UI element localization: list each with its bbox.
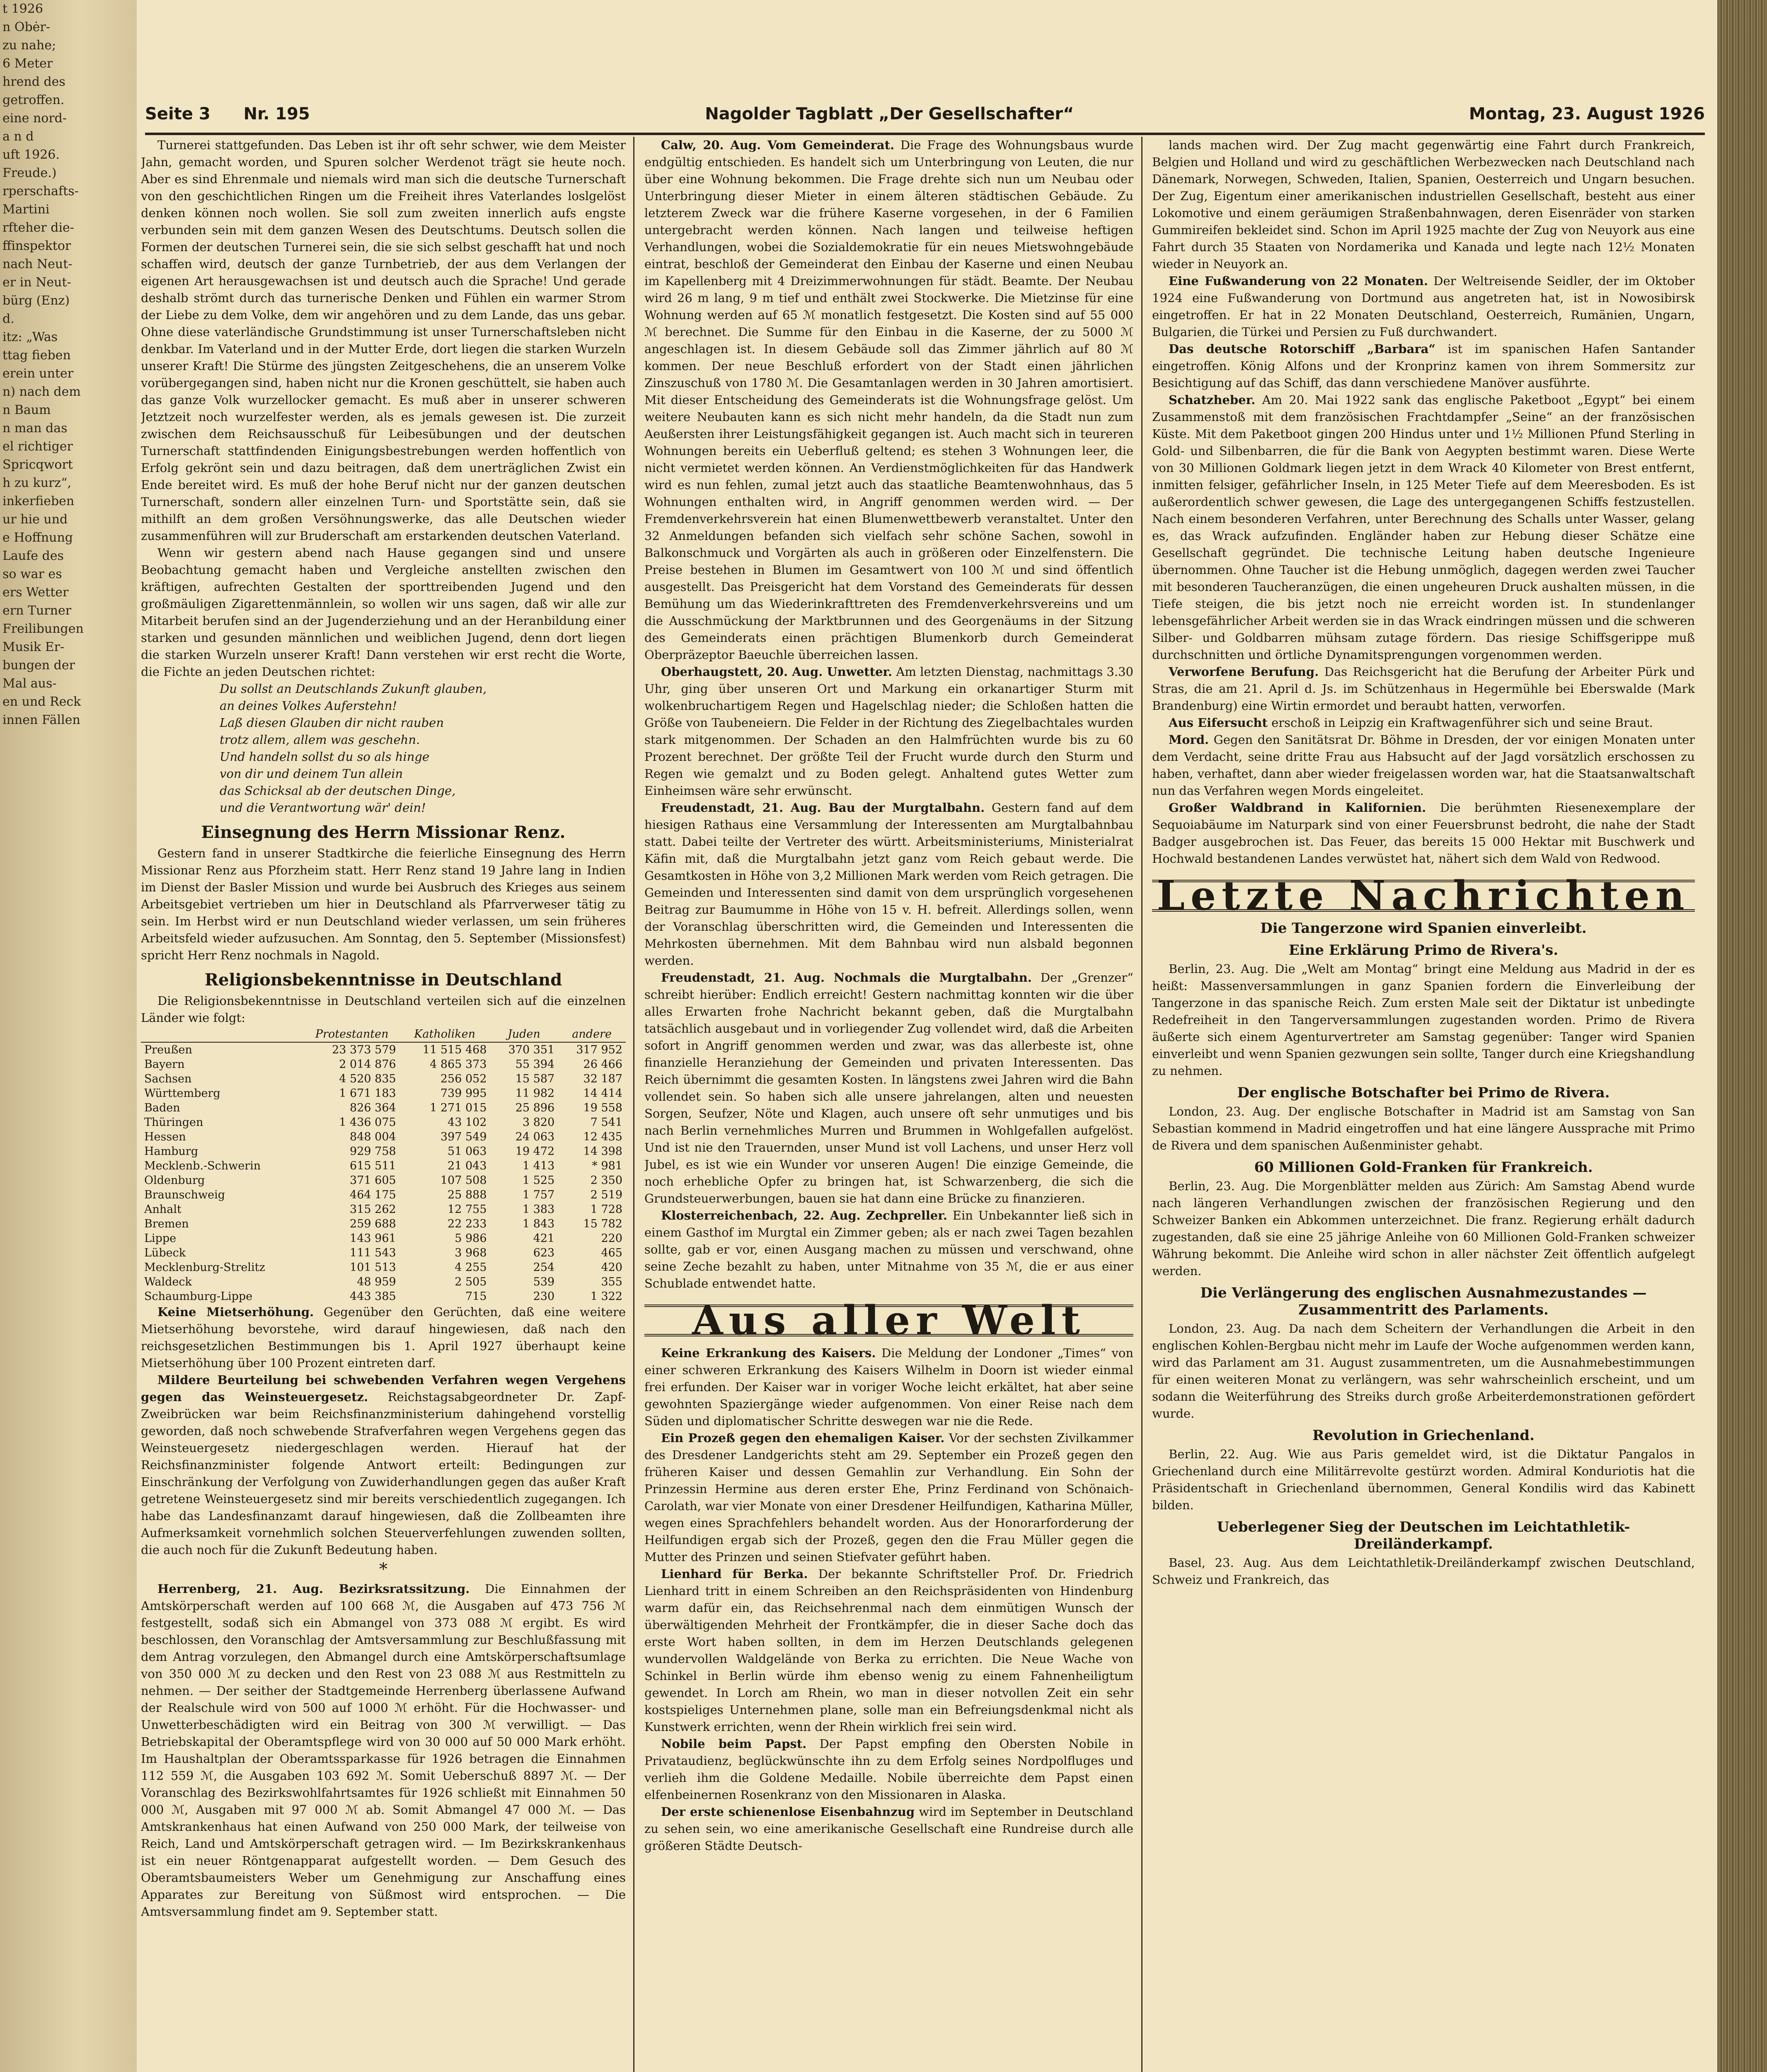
table-row [141, 1130, 626, 1144]
article-keyword: Oberhaugstett, 20. Aug. Unwetter. [661, 665, 893, 679]
table-header-row [141, 1026, 626, 1042]
table-cell: 107 508 [440, 1174, 487, 1187]
article-keyword: Der erste schienenlose Eisenbahnzug [661, 1805, 915, 1819]
article-keyword: Herrenberg, 21. Aug. Bezirksratssitzung. [157, 1582, 470, 1596]
article-text: Die Religionsbekenntnisse in Deutschland verteilen sich auf die einzelnen Länder wie folgt: [141, 994, 626, 1025]
article-text [141, 1304, 626, 1372]
issue-number: Nr. 195 [243, 104, 310, 123]
table-cell: 4 520 835 [339, 1072, 396, 1085]
margin-text-line: getroffen. [2, 93, 65, 107]
left-page-margin [0, 0, 137, 2072]
table-cell: 443 385 [350, 1290, 396, 1303]
article-text [644, 1207, 1133, 1292]
table-cell: 623 [533, 1247, 555, 1259]
table-cell: Württemberg [144, 1087, 220, 1100]
table-cell: Baden [144, 1101, 180, 1114]
article-body: erschoß in Leipzig ein Kraftwagenführer sich und seine Braut. [1267, 716, 1653, 730]
column-3 [1152, 137, 1695, 2072]
news-headline: Der englische Botschafter bei Primo de Rivera. [1237, 1084, 1610, 1101]
article-text [644, 663, 1133, 799]
table-cell: 2 519 [590, 1188, 622, 1201]
table-cell: 1 757 [522, 1188, 555, 1201]
article-body: Reichstagsabgeordneter Dr. Zapf-Zweibrücken war beim Reichsfinanzministerium dahingehend vorstellig geworden, daß noch schwebende Strafverfahren wegen Vergehens gegen das Weinsteuergesetz niedergeschlagen werden. Hierauf hat der Reichsfinanzminister folgende Antwort erteilt: Bedingungen zur Einschränkung der Verfolgung von Zuwiderhandlungen gegen das außer Kraft getretene Weinsteuergesetz sind mir bereits verschiedentlich zugegangen. Ich habe das Landesfinanzamt darauf hingewiesen, daß die Zollbeamten ihre Aufmerksamkeit vornehmlich solchen Steuerverfehlungen zuwenden sollten, die auch noch für die Zukunft Bedeutung haben. [141, 1390, 626, 1557]
article-text: Gestern fand in unserer Stadtkirche die feierliche Einsegnung des Herrn Missionar Renz aus Pforzheim statt. Herr Renz stand 19 Jahre lang in Indien im Dienst der Basler Mission und wurde bei Ausbruch des Krieges aus seinem Arbeitsgebiet vertrieben um hier in Deutschland als Pfarrverweser tätig zu sein. Im Herbst wird er nun Deutschland wieder verlassen, um sein früheres Arbeitsfeld wieder aufzusuchen. Am Sonntag, den 5. September (Missionsfest) spricht Herr Renz nochmals in Nagold. [141, 846, 626, 962]
margin-text-line: hrend des [2, 75, 65, 89]
newspaper-page [137, 0, 1717, 2072]
section-heading: Einsegnung des Herrn Missionar Renz. [201, 823, 566, 842]
article-keyword: Mord. [1169, 733, 1209, 747]
article-text: Basel, 23. Aug. Aus dem Leichtathletik-Dreiländerkampf zwischen Deutschland, Schweiz und Frankreich, das [1152, 1556, 1695, 1587]
column-header: Protestanten [305, 1026, 399, 1042]
article-text [644, 137, 1133, 663]
article-keyword: Schatzheber. [1169, 393, 1256, 407]
margin-text-line: nach Neut- [2, 257, 73, 271]
table-cell: 55 394 [515, 1058, 555, 1071]
table-cell: 715 [465, 1290, 487, 1303]
article-text [141, 1372, 626, 1559]
table-cell: 32 187 [583, 1072, 622, 1085]
margin-text-line: Mal aus- [2, 676, 57, 691]
table-row [141, 1101, 626, 1115]
margin-text-line: ers Wetter [2, 585, 69, 600]
margin-text-line: en und Reck [2, 695, 81, 709]
margin-text-line: Freilibungen [2, 622, 84, 636]
table-cell: 23 373 579 [332, 1043, 396, 1056]
table-row [141, 1115, 626, 1130]
table-row [141, 1246, 626, 1260]
margin-text-line: 6 Meter [2, 56, 53, 71]
poem-line: an deines Volkes Auferstehn! [220, 699, 397, 713]
margin-text-line: ern Turner [2, 603, 72, 618]
table-cell: 256 052 [440, 1072, 487, 1085]
article-keyword: Keine Erkrankung des Kaisers. [661, 1346, 876, 1360]
table-row [141, 1057, 626, 1072]
article-keyword: Klosterreichenbach, 22. Aug. Zechpreller. [661, 1208, 947, 1222]
table-cell: Sachsen [144, 1072, 192, 1085]
article-keyword: Großer Waldbrand in Kalifornien. [1169, 801, 1426, 815]
table-cell: Oldenburg [144, 1174, 205, 1187]
poem-line: von dir und deinem Tun allein [220, 767, 403, 781]
margin-text-line: el richtiger [2, 439, 73, 454]
table-cell: 370 351 [508, 1043, 555, 1056]
news-headline: Revolution in Griechenland. [1312, 1427, 1535, 1444]
article-text: Berlin, 23. Aug. Die „Welt am Montag“ bringt eine Meldung aus Madrid in der es heißt: Massenversammlungen in ganz Spanien fordern die Einverleibung der Tangerzone in das spanische Reich. Zum ersten Male seit der Diktatur ist unbedingte Redefreiheit in den Tangerversammlungen zugestanden worden. Primo de Rivera äußerte sich einem Agenturvertreter am Samstag gegenüber: Tanger wird Spanien einverleibt und wenn Spanien gezwungen sein sollte, Tanger durch eine Kriegshandlung zu nehmen. [1152, 962, 1695, 1078]
article-keyword: Eine Fußwanderung von 22 Monaten. [1169, 274, 1428, 288]
poem-line: Und handeln sollst du so als hinge [220, 750, 430, 764]
table-cell: Bayern [144, 1058, 185, 1071]
news-headline: Die Verlängerung des englischen Ausnahmezustandes — Zusammentritt des Parlaments. [1200, 1285, 1647, 1318]
column-header: andere [558, 1026, 626, 1042]
table-cell: 4 865 373 [430, 1058, 487, 1071]
article-text [1152, 799, 1695, 867]
table-row [141, 1188, 626, 1202]
margin-text-line: Freude.) [2, 166, 57, 180]
margin-text-line: eine nord- [2, 111, 67, 126]
table-cell: Hamburg [144, 1145, 198, 1158]
article-keyword: Lienhard für Berka. [661, 1567, 808, 1581]
table-cell: Waldeck [144, 1276, 192, 1288]
table-cell: 539 [533, 1276, 555, 1288]
article-body: Ein Unbekannter ließ sich in einem Gasthof im Murgtal ein Zimmer geben; als er nach zwei Tagen bezahlen sollte, gab er vor, einen Ausgang machen zu müssen und verschwand, ohne seine Zeche bezahlt zu haben, unter Mitnahme von 35 ℳ, die er aus einer Schublade entwendet hatte. [644, 1208, 1133, 1290]
margin-text-line: ur hie und [2, 512, 68, 527]
table-cell: 19 558 [583, 1101, 622, 1114]
article-body: Gestern fand auf dem hiesigen Rathaus eine Versammlung der Interessenten am Murgtalbahnbau statt. Dabei teilte der Vertreter des württ. Arbeitsministeriums, Ministerialrat Käfin mit, daß die Murgtalbahn jetzt ganz vom Reich gebaut werde. Die Gesamtkosten in Höhe von 3,2 Millionen Mark werden vom Reich getragen. Die Gemeinden und Interessenten sind damit von dem ursprünglich vorgesehenen Beitrag zur Baumumme in Höhe von 15 v. H. befreit. Allerdings sollen, wenn der Voranschlag überschritten wird, die Gemeinden und Interessenten die Mehrkosten übernehmen. Mit dem Bahnbau wird nun alsbald begonnen werden. [644, 801, 1133, 968]
table-cell: 259 688 [350, 1218, 396, 1230]
table-cell: 2 505 [455, 1276, 487, 1288]
margin-text-line: n man das [2, 421, 68, 436]
article-text [1152, 714, 1695, 731]
table-cell: 7 541 [590, 1116, 622, 1129]
margin-text-line: n Baum [2, 403, 51, 417]
article-text: Wenn wir gestern abend nach Hause gegangen sind und unsere Beobachtung gemacht haben und Vergleiche anstellten zwischen den kräftigen, aufrechten Gestalten der sporttreibenden Jugend und den großmäuligen Zigarettenmännlein, so wollen wir uns sagen, daß wir alle zur Mitarbeit berufen sind an der Jugenderziehung und an der Heranbildung einer starken und gesunden männlichen und weiblichen Jugend, denn dort liegen die starken Wurzeln unserer Kraft! Dann verstehen wir erst recht die Worte, die Fichte an jeden Deutschen richtet: [141, 546, 626, 679]
article-body: Der Weltreisende Seidler, der im Oktober 1924 eine Fußwanderung von Dortmund aus angetreten hat, ist in Nowosibirsk eingetroffen. Er hat in 22 Monaten Deutschland, Oesterreich, Rumänien, Ungarn, Bulgarien, die Türkei und Persien zu Fuß durchwandert. [1152, 274, 1695, 339]
article-text [1152, 392, 1695, 663]
table-cell: 826 364 [350, 1101, 396, 1114]
section-heading: Religionsbekenntnisse in Deutschland [204, 970, 562, 990]
table-cell: 1 843 [522, 1218, 555, 1230]
book-binding [1717, 0, 1767, 2072]
table-cell: 220 [601, 1232, 622, 1245]
news-headline: 60 Millionen Gold-Franken für Frankreich. [1254, 1159, 1593, 1176]
table-cell: 1 525 [522, 1174, 555, 1187]
article-text: lands machen wird. Der Zug macht gegenwärtig eine Fahrt durch Frankreich, Belgien und Holland und wird zu geschäftlichen Werbezwecken nach Deutschland nach Dänemark, Norwegen, Schweden, Italien, Spanien, Oesterreich und Ungarn besuchen. Der Zug, Eigentum einer amerikanischen industriellen Gesellschaft, besteht aus einer Lokomotive und einem geräumigen Straßenbahnwagen, deren Eisenräder von starken Gummireifen bekleidet sind. Schon im April 1925 machte der Zug von Neuyork aus eine Fahrt durch 35 Staaten von Nordamerika und Kanada und legte nach 12½ Monaten wieder in Neuyork an. [1152, 138, 1695, 271]
article-text [1152, 663, 1695, 714]
margin-text-line: inkerfieben [2, 494, 75, 508]
table-cell: Bremen [144, 1218, 189, 1230]
article-text: Berlin, 23. Aug. Die Morgenblätter melden aus Zürich: Am Samstag Abend wurde nach längeren Verhandlungen zwischen der französischen Regierung und den Schweizer Banken ein Abkommen unterzeichnet. Die franz. Regierung erhält dadurch zugestanden, daß sie eine 25 jährige Anleihe von 60 Millionen Gold-Franken schweizer Währung bekommt. Die Anleihe wird schon in aller nächster Zeit öffentlich aufgelegt werden. [1152, 1179, 1695, 1278]
section-banner: Letzte Nachrichten [1152, 880, 1695, 912]
table-cell: 397 549 [440, 1130, 487, 1143]
table-row [141, 1289, 626, 1304]
table-row [141, 1231, 626, 1246]
table-cell: 22 233 [448, 1218, 487, 1230]
table-row [141, 1159, 626, 1173]
margin-text-line: Martini [2, 202, 50, 217]
article-keyword: Verworfene Berufung. [1169, 665, 1319, 679]
table-row [141, 1260, 626, 1275]
article-keyword: Das deutsche Rotorschiff „Barbara“ [1169, 342, 1436, 356]
table-cell: 11 982 [515, 1087, 555, 1100]
separator-star: * [379, 1560, 387, 1579]
article-keyword: Freudenstadt, 21. Aug. Bau der Murgtalbahn. [661, 801, 985, 815]
article-keyword: Keine Mietserhöhung. [157, 1305, 314, 1319]
table-cell: 421 [533, 1232, 555, 1245]
article-text [1152, 273, 1695, 341]
table-cell: 739 995 [440, 1087, 487, 1100]
table-cell: 111 543 [350, 1247, 396, 1259]
margin-text-line: uft 1926. [2, 148, 60, 162]
table-cell: Thüringen [144, 1116, 203, 1129]
article-body: Die Frage des Wohnungsbaus wurde endgültig entschieden. Es handelt sich um Unterbringung von Leuten, die nur über eine Wohnung bekommen. Die Frage drehte sich nun um Neubau oder Unterbringung dieser Mieter in einem älteren städtischen Gebäude. Zu letzterem Zweck war die frühere Kaserne vorgesehen, in der 6 Familien untergebracht werden können. Nach langen und teilweise heftigen Verhandlungen, wobei die Sozialdemokratie für ein neues Mietswohngebäude eintrat, beschloß der Gemeinderat den Einbau der Kaserne und einen Neubau im Kapellenberg mit 4 Dreizimmerwohnungen für städt. Beamte. Der Neubau wird 26 m lang, 9 m tief und enthält zwei Stockwerke. Die Mietzinse für eine Wohnung werden auf 65 ℳ monatlich festgesetzt. Die Kosten sind auf 55 000 ℳ berechnet. Die Summe für den Einbau in die Kaserne, der zu 5000 ℳ angeschlagen ist. In diesem Gebäude soll das Zimmer jährlich auf 80 ℳ kommen. Der neue Beschluß erfordert von der Stadt einen jährlichen Zinszuschuß von 1780 ℳ. Die Gesamtanlagen werden in 30 Jahren amortisiert. Mit dieser Entscheidung des Gemeinderats ist die Wohnungsfrage gelöst. Um weitere Neubauten kann es sich nicht mehr handeln, da die Stadt nun zum Aeußersten ihrer Leistungsfähigkeit gegangen ist. Auch macht sich in teureren Wohnungen bereits ein Ueberfluß geltend; es stehen 3 Wohnungen leer, die nicht vermietet werden können. An Verdienstmöglichkeiten für das Handwerk wird es nun fehlen, zumal jetzt auch das staatliche Beamtenwohnhaus, das 5 Wohnungen enthalten wird, in Angriff genommen werden wird. — Der Fremdenverkehrsverein hat einen Blumenwettbewerb veranstaltet. Unter den 32 Anmeldungen befanden sich vielfach sehr schöne Sachen, sowohl in Balkonschmuck und Vorgärten als auch in größeren oder Einzelfenstern. Die Preise bestehen in Blumen im Gesamtwert von 100 ℳ und sind öffentlich ausgestellt. Das Preisgericht hat dem Vorstand des Gemeinderats für dessen Bemühung um das Wiederinkrafttreten des Fremdenverkehrsvereins und um die Ausschmückung der Marktbrunnen und des Georgenäums in der Sitzung des Gemeinderats einen prächtigen Blumenkorb durch Gemeinderat Oberpräzeptor Baeuchle überreichen lassen. [644, 138, 1133, 662]
table-row [141, 1217, 626, 1231]
table-cell: Anhalt [144, 1203, 182, 1216]
margin-text-line: zu nahe; [2, 38, 56, 53]
margin-text-line: rperschafts- [2, 184, 79, 198]
table-row [141, 1042, 626, 1057]
table-cell: 48 959 [357, 1276, 396, 1288]
article-text [644, 1566, 1133, 1736]
article-text [644, 1803, 1133, 1854]
table-cell: 315 262 [350, 1203, 396, 1216]
margin-text-line: ttag fieben [2, 348, 71, 363]
page-header [145, 95, 1705, 135]
table-cell: 26 466 [583, 1058, 622, 1071]
table-row [141, 1072, 626, 1086]
table-cell: Mecklenburg-Strelitz [144, 1261, 265, 1274]
margin-text-line: erein unter [2, 366, 74, 381]
table-cell: 101 513 [350, 1261, 396, 1274]
table-cell: 12 755 [448, 1203, 487, 1216]
issue-date: Montag, 23. August 1926 [1469, 104, 1705, 123]
table-cell: 5 986 [455, 1232, 487, 1245]
table-cell: 19 472 [515, 1145, 555, 1158]
margin-text-line: Musik Er- [2, 640, 65, 654]
poem-line: das Schicksal ab der deutschen Dinge, [220, 784, 456, 798]
article-body: Gegenüber den Gerüchten, daß eine weitere Mietserhöhung bevorstehe, wird darauf hingewiesen, daß nach den reichsgesetzlichen Bestimmungen bis 1. April 1927 überhaupt keine Mietserhöhung über 100 Prozent eintreten darf. [141, 1305, 626, 1370]
table-cell: 3 820 [522, 1116, 555, 1129]
table-cell: 1 413 [522, 1159, 555, 1172]
table-cell: 43 102 [448, 1116, 487, 1129]
poem-line: Laß diesen Glauben dir nicht rauben [220, 716, 444, 730]
article-text [1152, 341, 1695, 392]
table-row [141, 1144, 626, 1159]
column-2 [644, 137, 1133, 2072]
margin-text-line: Laufe des [2, 549, 64, 563]
article-body: ist im spanischen Hafen Santander eingetroffen. König Alfons und der Kronprinz kamen von ihrem Sommersitz zur Besichtigung auf das Schiff, das dann verschiedene Manöver ausführte. [1152, 342, 1695, 390]
table-cell: 2 350 [590, 1174, 622, 1187]
article-keyword: Freudenstadt, 21. Aug. Nochmals die Murgtalbahn. [661, 971, 1032, 985]
article-text: London, 23. Aug. Da nach dem Scheitern der Verhandlungen die Arbeit in den englischen Kohlen-Bergbau nicht mehr im Laufe der Woche aufgenommen werden kann, wird das Parlament am 31. August zusammentreten, um die Ausnahmebestimmungen für einen weiteren Monat zu verlängern, was sehr wahrscheinlich erscheint, und um sodann die Weiterführung des Streiks durch große Arbeiterdemonstrationen gefördert wurde. [1152, 1322, 1695, 1421]
margin-text-line: n Obėr- [2, 20, 50, 34]
article-body: Die berühmten Riesenexemplare der Sequoiabäume im Naturpark sind von einer Feuersbrunst bedroht, die nahe der Stadt Badger ausgebrochen ist. Das Feuer, das bereits 15 000 Hektar mit Buschwerk und Hochwald bestandenen Landes verwüstet hat, nähert sich dem Wald von Redwood. [1152, 801, 1695, 866]
table-row [141, 1275, 626, 1289]
margin-text-line: itz: „Was [2, 330, 58, 344]
table-cell: 1 383 [522, 1203, 555, 1216]
article-body: Die Einnahmen der Amtskörperschaft werden auf 100 668 ℳ, die Ausgaben auf 473 756 ℳ festgestellt, sodaß sich ein Abmangel von 373 088 ℳ ergibt. Es wird beschlossen, den Voranschlag der Amtsversammlung zur Beschlußfassung mit dem Antrag vorzulegen, den Abmangel durch eine Amtskörperschaftsumlage von 350 000 ℳ zu decken und den Rest von 23 088 ℳ aus Restmitteln zu nehmen. — Der seither der Stadtgemeinde Herrenberg überlassene Aufwand der Realschule wird von 500 auf 1000 ℳ erhöht. Für die Hochwasser- und Unwetterbeschädigten wird ein Beitrag von 300 ℳ verwilligt. — Das Betriebskapital der Oberamtspflege wird von 30 000 auf 50 000 Mark erhöht. Im Haushaltplan der Oberamtssparkasse für 1926 betragen die Einnahmen 112 559 ℳ, die Ausgaben 103 692 ℳ. Somit Ueberschuß 8897 ℳ. — Der Voranschlag des Bezirkswohlfahrtsamtes für 1926 schließt mit Einnahmen 50 000 ℳ, Ausgaben mit 97 000 ℳ ab. Somit Abmangel 47 000 ℳ. — Das Amtskrankenhaus hat einen Aufwand von 250 000 Mark, der teilweise von Reich, Land und Amtskörperschaft getragen wird. — Im Bezirkskrankenhaus ist ein neuer Röntgenapparat aufgestellt worden. — Dem Gesuch des Oberamtsbaumeisters Weber um Genehmigung zur Anschaffung eines Apparates zur Bereitung von Süßmost wird entsprochen. — Die Amtsversammlung findet am 9. September statt. [141, 1582, 626, 1919]
table-cell: 12 435 [583, 1130, 622, 1143]
column-rule [1141, 137, 1142, 2072]
table-cell: 230 [533, 1290, 555, 1303]
margin-text-line: Spricqwort [2, 457, 73, 472]
table-cell: 15 587 [515, 1072, 555, 1085]
article-body: Der bekannte Schriftsteller Prof. Dr. Friedrich Lienhard tritt in einem Schreiben an den Reichspräsidenten von Hindenburg warm dafür ein, das Reichsehrenmal nach dem einmütigen Wunsch der überwältigenden Mehrheit der Frontkämpfer, die in dieser Sache doch das erste Wort haben sollten, in dem im Herzen Deutschlands gelegenen wundervollen Waldgelände von Berka zu errichten. Die Neue Wache von Schinkel in Berlin würde ihm ebenso wenig zu einem Fahnenheiligtum gewendet. In Lorch am Rhein, wo man in dieser notvollen Zeit ein sehr kostspieliges Unternehmen plane, solle man ein Befreiungsdenkmal nicht als Kunstwerk errichten, wenn der Rhein wirklich frei sein wird. [644, 1567, 1133, 1734]
table-cell: 465 [601, 1247, 622, 1259]
table-cell: 14 414 [583, 1087, 622, 1100]
table-cell: 464 175 [350, 1188, 396, 1201]
margin-text-line: h zu kurz“, [2, 476, 72, 490]
table-cell: Lippe [144, 1232, 177, 1245]
article-text [1152, 731, 1695, 799]
column-rule [633, 137, 634, 2072]
article-body: Das Reichsgericht hat die Berufung der Arbeiter Pürk und Stras, die am 21. April d. Js. im Schützenhaus in Hegermühle bei Eberswalde (Mark Brandenburg) eine Wirtin ermordet und beraubt hatten, verworfen. [1152, 665, 1695, 713]
table-cell: 371 605 [350, 1174, 396, 1187]
margin-text-line: er in Neut- [2, 275, 71, 290]
table-row [141, 1202, 626, 1217]
table-cell: 143 961 [350, 1232, 396, 1245]
news-headline: Ueberlegener Sieg der Deutschen im Leichtathletik-Dreiländerkampf. [1217, 1519, 1630, 1552]
article-text [141, 1581, 626, 1920]
page-number: Seite 3 [145, 104, 211, 123]
table-cell: Braunschweig [144, 1188, 225, 1201]
table-cell: 355 [601, 1276, 622, 1288]
article-body: wird im September in Deutschland zu sehen sein, wo eine amerikanische Gesellschaft eine Rundreise durch alle größeren Städte Deutsch- [644, 1805, 1133, 1853]
article-body: Am letzten Dienstag, nachmittags 3.30 Uhr, ging über unseren Ort und Markung ein orkanartiger Sturm mit wolkenbruchartigem Regen und Hagelschlag nieder; die Schloßen hatten die Größe von Taubeneiern. Die Felder in der Richtung des Ziegelbachtales wurden stark mitgenommen. Der Schaden an den Halmfrüchten wurde bis zu 60 Prozent berechnet. Der größte Teil der Frucht wurde durch den Sturm und Regen wie gemalzt und zu Boden gelegt. Anhaltend gutes Wetter zum Einheimsen wäre sehr erwünscht. [644, 665, 1133, 798]
margin-text-line: d. [2, 312, 15, 326]
article-body: Der „Grenzer“ schreibt hierüber: Endlich erreicht! Gestern nachmittag konnten wir die über alles Erwarten frohe Nachricht bekannt geben, daß die Murgtalbahn tatsächlich ausgebaut und in vorliegender Zug vollendet wird, daß die Arbeiten sofort in Angriff genommen werden und zwar, was das allerbeste ist, ohne finanzielle Heranziehung der Gemeinden und privaten Interessenten. Das Reich übernimmt die gesamten Kosten. In längstens zwei Jahren wird die Bahn vollendet sein. So haben sich alle unsere jahrelangen, alten und neuesten Sorgen, Seufzer, Nöte und Klagen, auch unsere oft sehr unmutiges und bis nach Berlin vernehmliches Murren und Brummen in Wohlgefallen aufgelöst. Und ist nie den Trauernden, unser Mund ist voll Lachens, und unser Herz voll Jubel, es ist wie ein Wunder vor unseren Augen! Die einzige Gemeinde, die noch erhebliche Opfer zu bringen hat, ist Schwarzenberg, die sich die Grundsteuerwerbungen, bauen sie hat dann eine Brücke zu finanzieren. [644, 971, 1133, 1205]
article-text [644, 799, 1133, 969]
table-cell: 615 511 [350, 1159, 396, 1172]
margin-text-line: n) nach dem [2, 385, 81, 399]
table-cell: Mecklenb.-Schwerin [144, 1159, 261, 1172]
poem-line: trotz allem, allem was geschehn. [220, 733, 420, 747]
article-keyword: Nobile beim Papst. [661, 1737, 807, 1751]
article-keyword: Calw, 20. Aug. Vom Gemeinderat. [661, 138, 895, 152]
article-text [644, 969, 1133, 1207]
table-cell: Preußen [144, 1043, 192, 1056]
margin-text-line: t 1926 [2, 2, 43, 16]
margin-text-line: so war es [2, 567, 62, 581]
article-keyword: Aus Eifersucht [1169, 716, 1268, 730]
news-subheadline: Eine Erklärung Primo de Rivera's. [1288, 942, 1559, 959]
table-cell: 1 436 075 [339, 1116, 396, 1129]
article-keyword: Ein Prozeß gegen den ehemaligen Kaiser. [661, 1431, 945, 1445]
article-text: London, 23. Aug. Der englische Botschafter in Madrid ist am Samstag von San Sebastian kommend in Madrid eingetroffen und hat eine längere Aussprache mit Primo de Rivera und dem spanischen Außenminister gehabt. [1152, 1104, 1695, 1152]
table-cell: 929 758 [350, 1145, 396, 1158]
table-cell: Schaumburg-Lippe [144, 1290, 253, 1303]
table-cell: 420 [601, 1261, 622, 1274]
table-cell: 848 004 [350, 1130, 396, 1143]
news-headline: Die Tangerzone wird Spanien einverleibt. [1260, 920, 1587, 937]
table-cell: 1 271 015 [430, 1101, 487, 1114]
column-1 [141, 137, 626, 2072]
table-cell: 25 888 [448, 1188, 487, 1201]
table-cell: Hessen [144, 1130, 186, 1143]
table-cell: 14 398 [583, 1145, 622, 1158]
table-cell: 25 896 [515, 1101, 555, 1114]
newspaper-title: Nagolder Tagblatt „Der Gesellschafter“ [705, 104, 1074, 123]
table-row [141, 1173, 626, 1188]
margin-text-line: a n d [2, 129, 34, 144]
article-body: Vor der sechsten Zivilkammer des Dresdener Landgerichts steht am 29. September ein Prozeß gegen den früheren Kaiser und dessen Gemahlin zur Verhandlung. Ein Sohn der Prinzessin Hermine aus deren erster Ehe, Prinz Ferdinand von Schönaich-Carolath, war vier Monate von einer Dresdener Heilfundigen, Katharina Müller, wegen eines Sprachfehlers behandelt worden. Aus der Honorarforderung der Heilfundigen ergab sich der Prozeß, gegen den die Frau Müller gegen die Mutter des Prinzen und seinen Stiefvater geführt haben. [644, 1431, 1133, 1564]
column-header: Juden [490, 1026, 558, 1042]
column-header: Katholiken [399, 1026, 490, 1042]
article-body: Gegen den Sanitätsrat Dr. Böhme in Dresden, der vor einigen Monaten unter dem Verdacht, seine dritte Frau aus Habsucht auf der Jagd vorsätzlich erschossen zu haben, verhaftet, dann aber wieder freigelassen worden war, hat die Staatsanwaltschaft nun das Verfahren wegen Mords eingeleitet. [1152, 733, 1695, 798]
article-body: Am 20. Mai 1922 sank das englische Paketboot „Egypt“ bei einem Zusammenstoß mit dem französischen Frachtdampfer „Seine“ an der französischen Küste. Mit dem Paketboot gingen 200 Hindus unter und 1½ Millionen Pfund Sterling in Gold- und Silbenbarren, die für die Bank von Aegypten bestimmt waren. Diese Werte von 30 Millionen Goldmark liegen jetzt in dem Wrack 40 Kilometer von Brest entfernt, inmitten felsiger, gefährlicher Inseln, in 125 Meter Tiefe auf dem Meeresboden. Es ist außerordentlich schwer gewesen, die Lage des untergegangenen Schiffs festzustellen. Nach einem besonderen Verfahren, unter Berechnung des Schalls unter Wasser, gelang es, das Wrack aufzufinden. Engländer haben zur Hebung dieser Schätze eine Gesellschaft gegründet. Die technische Leitung haben deutsche Ingenieure übernommen. Ohne Taucher ist die Hebung unmöglich, dagegen werden zwei Taucher mit besonderen Taucheranzügen, die einen ungeheuren Druck aushalten müssen, in die Tiefe steigen, die bis jetzt noch nie erreicht worden ist. In stundenlanger lebensgefährlicher Arbeit werden sie in das Wrack eindringen müssen und die schweren Silber- und Goldbarren mühsam zutage fördern. Das riesige Schiffsgerippe muß durchschnitten und örtliche Dynamitsprengungen vorgenommen werden. [1152, 393, 1695, 662]
margin-text-line: ffinspektor [2, 239, 71, 253]
table-cell: 4 255 [455, 1261, 487, 1274]
poem-line: Du sollst an Deutschlands Zukunft glauben, [220, 682, 487, 696]
table-cell: 24 063 [515, 1130, 555, 1143]
article-text [644, 1345, 1133, 1430]
table-row [141, 1086, 626, 1101]
table-cell: 2 014 876 [339, 1058, 396, 1071]
table-cell: 1 671 183 [339, 1087, 396, 1100]
table-cell: 15 782 [583, 1218, 622, 1230]
article-body: Der Papst empfing den Obersten Nobile in Privataudienz, beglückwünschte ihn zu dem Erfolg seines Nordpolfluges und verlieh ihm die Goldene Medaille. Nobile überreichte dem Papst einen elfenbeinernen Rosenkranz von den Missionaren in Alaska. [644, 1737, 1133, 1802]
table-cell: Lübeck [144, 1247, 186, 1259]
margin-text-line: bungen der [2, 658, 75, 673]
poem [141, 680, 626, 816]
margin-text-line: innen Fällen [2, 713, 80, 727]
margin-text-line: rfteher die- [2, 220, 74, 235]
table-cell: 21 043 [448, 1159, 487, 1172]
article-text [644, 1736, 1133, 1803]
table-cell: 1 322 [590, 1290, 622, 1303]
table-cell: 11 515 468 [422, 1043, 487, 1056]
religion-table [141, 1026, 626, 1304]
poem-line: und die Verantwortung wär' dein! [220, 801, 426, 815]
article-text: Turnerei stattgefunden. Das Leben ist ihr oft sehr schwer, wie dem Meister Jahn, gemacht worden, und Spuren solcher Werdenot trägt sie heute noch. Aber es sind Ehrenmale und niemals wird man sich die deutsche Turnerschaft von den geschichtlichen Ringen um die Freiheit ihres Vaterlandes loslgelöst denken können noch wollen. Sie soll zum zweiten innerlich aufs engste verbunden sein mit dem ganzen Wesen des Deutschtums. Deutsch sollen die Formen der deutschen Turnerei sein, die sie sich selbst geschafft hat und noch schaffen wird, deutsch der ganze Turnbetrieb, der aus dem Verlangen der eigenen Art herausgewachsen ist und deutsch auch die Sprache! Und gerade deshalb strömt durch das turnerische Denken und Fühlen ein warmer Strom der Liebe zu dem Volke, dem wir angehören und zu dem Lande, das uns gebar. Ohne diese vaterländische Grundstimmung ist unser Turnerschaftsleben nicht denkbar. Im Vaterland und in der Mutter Erde, dort liegen die starken Wurzeln unserer Kraft! Die Stürme des jüngsten Zeitgeschehens, die an unserem Volke vorübergegangen sind, haben nicht nur die Kronen geschüttelt, sie haben auch das ganze Volk wurzellocker gemacht. Es muß aber in unserer schweren Jetztzeit noch wurzelfester werden, als es jemals gewesen ist. Die zurzeit zwischen dem Reichsausschuß für Leibesübungen und der deutschen Turnerschaft stattfindenden Einigungsbestrebungen werden hoffentlich von Erfolg gekrönt sein und dazu beitragen, daß dem unerträglichen Zwist ein Ende bereitet wird. Es muß der hohe Beruf nicht nur der ganzen deutschen Turnerschaft, sondern aller einzelnen Turn- und Sportstätte sein, daß sie mithilft an dem großen Versöhnungswerke, das alle Deutschen wieder zusammenführen will zur Bruderschaft am erstarkenden deutschen Vaterland. [141, 138, 626, 543]
table-cell: 1 728 [590, 1203, 622, 1216]
table-cell: 3 968 [455, 1247, 487, 1259]
table-cell: 317 952 [576, 1043, 622, 1056]
margin-text-line: bürg (Enz) [2, 293, 70, 308]
article-keyword: Mildere Beurteilung bei schwebenden Verfahren wegen Vergehens gegen das Weinsteuergesetz. [141, 1373, 626, 1404]
article-body: Die Meldung der Londoner „Times“ von einer schweren Erkrankung des Kaisers Wilhelm in Doorn ist wieder einmal frei erfunden. Der Kaiser war in voriger Woche leicht erkältet, hat aber seine gewohnten Spaziergänge wieder aufgenommen. Von einer Reise nach dem Süden und diplomatischer Schritte deswegen war nie die Rede. [644, 1346, 1133, 1428]
table-cell: 254 [533, 1261, 555, 1274]
column-header [141, 1026, 305, 1042]
section-banner: Aus aller Welt [644, 1305, 1133, 1336]
table-cell: * 981 [592, 1159, 622, 1172]
table-cell: 51 063 [448, 1145, 487, 1158]
article-text: Berlin, 22. Aug. Wie aus Paris gemeldet wird, ist die Diktatur Pangalos in Griechenland durch eine Militärrevolte gestürzt worden. Admiral Konduriotis hat die Präsidentschaft in Griechenland übernommen, General Kondilis wird das Kabinett bilden. [1152, 1447, 1695, 1512]
article-text [644, 1430, 1133, 1566]
margin-text-line: e Hoffnung [2, 530, 73, 545]
